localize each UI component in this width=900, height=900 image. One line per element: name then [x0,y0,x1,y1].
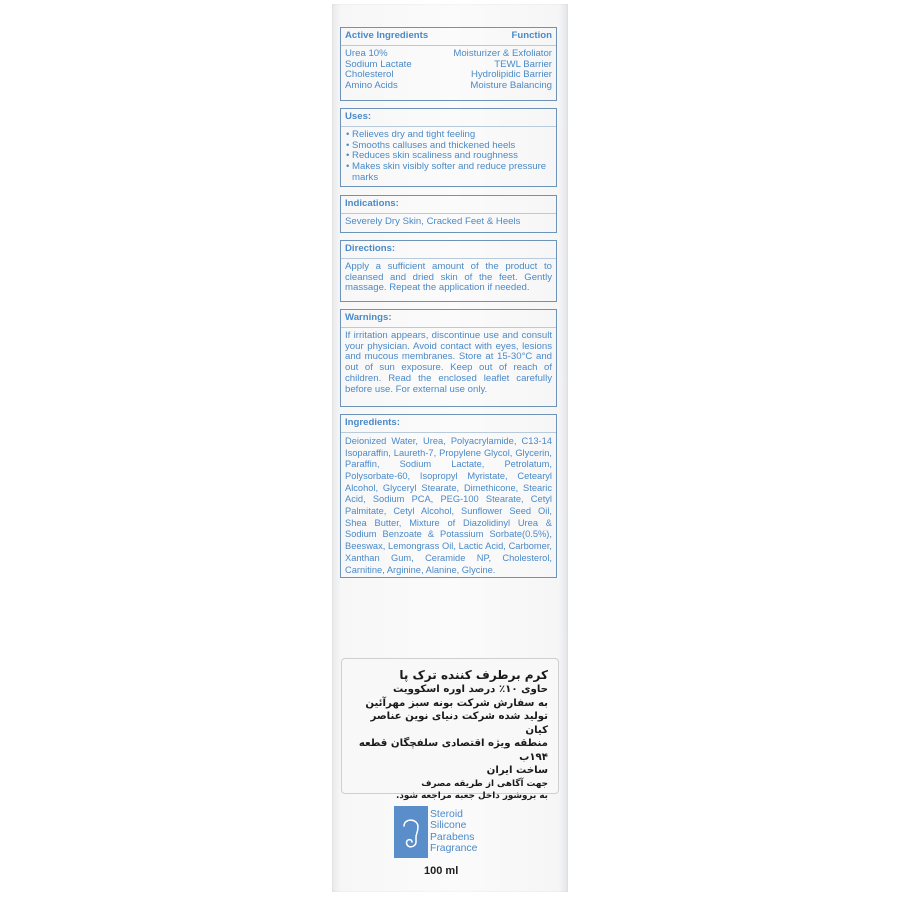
warnings-panel [340,309,557,407]
free-from-badge [394,806,496,858]
sticker-line: جهت آگاهی از طریقه مصرف [421,778,548,789]
indications-text: Severely Dry Skin, Cracked Feet & Heels [345,215,521,227]
list-item: Cholesterol Hydrolipidic Barrier [345,69,552,81]
function-title: Function [511,30,552,41]
volume-label: 100 ml [424,865,459,877]
list-item: Silicone [430,820,467,832]
sticker-title: کرم برطرف کننده ترک پا [399,668,548,682]
list-item: Amino Acids Moisture Balancing [345,80,552,92]
sticker-line: منطقه ویژه اقتصادی سلفچگان قطعه ۱۹۴ب [358,738,548,763]
active-ingredients-header [341,28,556,46]
active-ingredients-list [341,46,556,95]
list-item: Parabens [430,831,475,843]
directions-text: Apply a sufficient amount of the product to cleansed and dried skin of the feet. Gently massage. Repeat the application if needed. [345,260,552,294]
persian-label-sticker [341,658,559,801]
indications-title: Indications: [341,196,556,214]
uses-panel [340,108,557,187]
list-item: • Makes skin visibly softer and reduce pressure marks [346,161,547,183]
warnings-title: Warnings: [341,310,556,328]
list-item: Fragrance [430,843,478,855]
ingredients-panel [340,414,557,578]
directions-panel [340,240,557,302]
uses-title: Uses: [341,109,556,127]
list-item: Steroid [430,809,463,820]
list-item: Sodium Lactate TEWL Barrier [345,58,552,70]
ingredients-text: Deionized Water, Urea, Polyacrylamide, C13-14 Isoparaffin, Laureth-7, Propylene Glycol, Glycerin, Paraffin, Sodium Lactate, Petrolatum, Polysorbate-60, Isopropyl Myristate, Cetearyl Alcohol, Glyceryl Stearate, Dimethicone, Stearic Acid, Sodium PCA, PEG-100 Stearate, Cetyl Palmitate, Cetyl Alcohol, Sunflower Seed Oil, Shea Butter, Mixture of Diazolidinyl Urea & Sodium Benzoate & Potassium Sorbate(0.5%), Beeswax, Lemongrass Oil, Lactic Acid, Carbomer, Xanthan Gum, Ceramide NP, Cholesterol, Carnitine, Arginine, Alanine, Glycine. [345,435,552,575]
indications-panel [340,195,557,233]
list-item: • Reduces skin scaliness and roughness [346,150,518,162]
sticker-line: حاوی ۱۰٪ درصد اوره اسکوویت [393,684,548,695]
active-ingredients-panel [340,27,557,101]
sticker-line: به بروشور داخل جعبه مراجعه شود. [396,790,548,801]
directions-title: Directions: [341,241,556,259]
list-item: • Smooths calluses and thickened heels [346,139,516,151]
ingredients-title: Ingredients: [341,415,556,433]
list-item: • Relieves dry and tight feeling [346,128,476,140]
active-ingredients-title: Active Ingredients [345,30,429,41]
sticker-line: تولید شده شرکت دنیای نوین عناصر کیان [370,711,548,736]
warnings-text: If irritation appears, discontinue use and consult your physician. Avoid contact with eyes, lesions and mucous membranes. Store at 15-30°C and out of sun exposure. Keep out of reach of children. Read the enclosed leaflet carefully before use. For external use only. [345,329,552,395]
free-from-list [430,809,477,855]
sticker-line: به سفارش شرکت بونه سبز مهرآئین [365,697,548,709]
face-silhouette-icon [394,806,428,858]
list-item: Urea 10% Moisturizer & Exfoliator [345,47,552,59]
uses-list [341,127,556,187]
sticker-line: ساخت ایران [486,765,548,776]
